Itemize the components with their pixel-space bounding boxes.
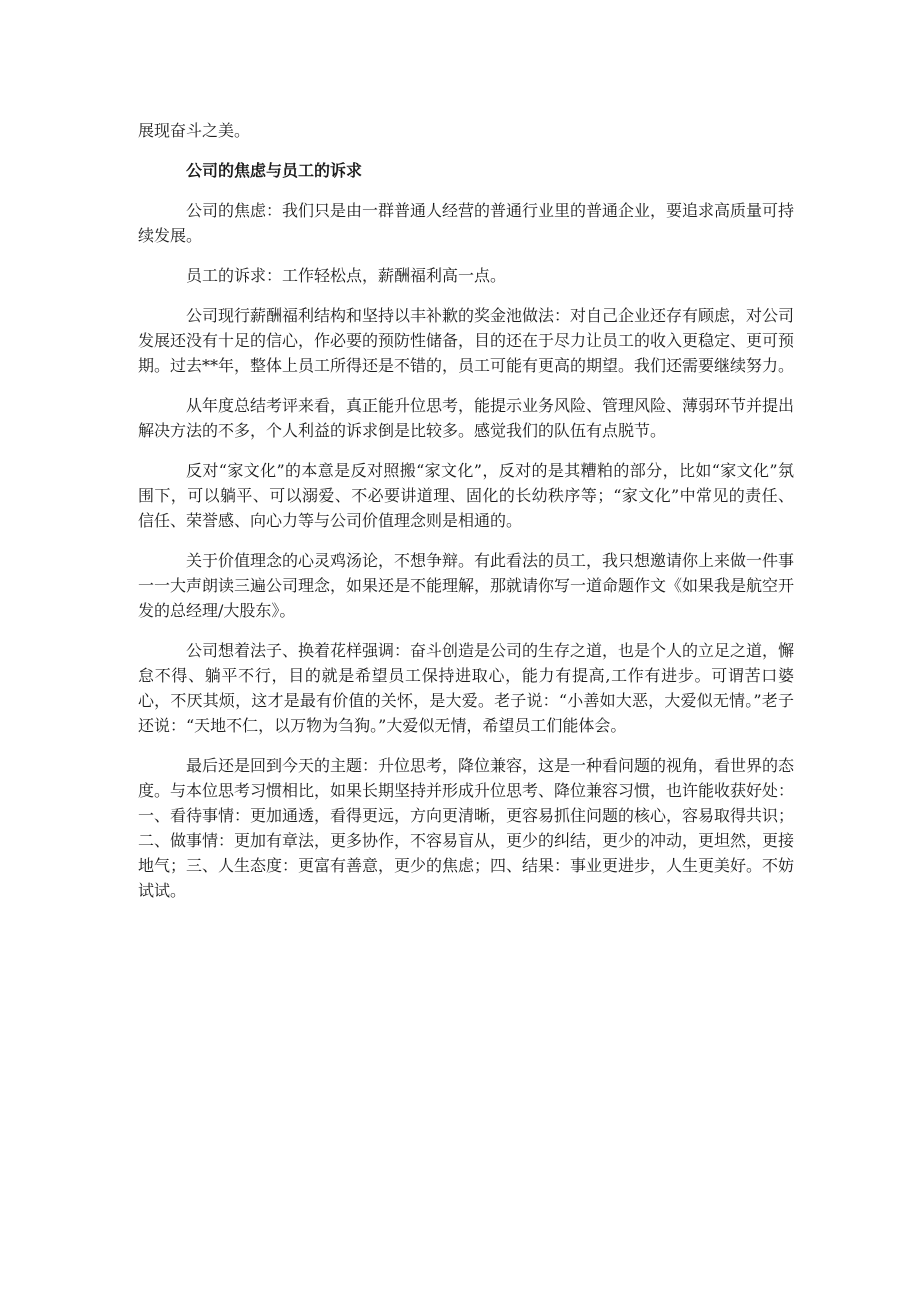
paragraph-striving: 公司想着法子、换着花样强调：奋斗创造是公司的生存之道，也是个人的立足之道，懈怠不得、躺平不行，目的就是希望员工保持进取心，能力有提高,工作有进步。可谓苦口婆心，不厌其烦，这才是最有价值的关怀，是大爱。老子说：“小善如大恶，大爱似无情。”老子还说：“天地不仁，以万物为刍狗。”大爱似无情，希望员工们能体会。	[138, 641, 795, 735]
section-heading: 公司的焦虑与员工的诉求	[186, 161, 363, 180]
paragraph-continuation: 展现奋斗之美。	[138, 121, 251, 140]
paragraph-family-culture: 反对“家文化”的本意是反对照搬“家文化”，反对的是其糟粕的部分，比如“家文化”氛围下，可以躺平、可以溺爱、不必要讲道理、固化的长幼秩序等；“家文化”中常见的责任、信任、荣誉感、向心力等与公司价值理念则是相通的。	[138, 461, 794, 530]
paragraph-company-anxiety: 公司的焦虑：我们只是由一群普通人经营的普通行业里的普通企业，要追求高质量可持续发展。	[138, 201, 795, 245]
paragraph-annual-review: 从年度总结考评来看，真正能升位思考，能提示业务风险、管理风险、薄弱环节并提出解决方法的不多，个人利益的诉求倒是比较多。感觉我们的队伍有点脱节。	[138, 396, 795, 440]
paragraph-compensation: 公司现行薪酬福利结构和坚持以丰补歉的奖金池做法：对自己企业还存有顾虑，对公司发展还没有十足的信心，作必要的预防性储备，目的还在于尽力让员工的收入更稳定、更可预期。过去**年，整体上员工所得还是不错的，员工可能有更高的期望。我们还需要继续努力。	[138, 306, 795, 375]
document-body	[138, 118, 794, 918]
paragraph-values: 关于价值理念的心灵鸡汤论，不想争辩。有此看法的员工，我只想邀请你上来做一件事一一大声朗读三遍公司理念，如果还是不能理解，那就请你写一道命题作文《如果我是航空开发的总经理/大股东》。	[138, 551, 795, 620]
paragraph-conclusion: 最后还是回到今天的主题：升位思考，降位兼容，这是一种看问题的视角，看世界的态度。与本位思考习惯相比，如果长期坚持并形成升位思考、降位兼容习惯，也许能收获好处：一、看待事情：更加通透，看得更远，方向更清晰，更容易抓住问题的核心，容易取得共识；二、做事情：更加有章法，更多协作，不容易盲从，更少的纠结，更少的冲动，更坦然，更接地气；三、人生态度：更富有善意，更少的焦虑；四、结果：事业更进步，人生更美好。不妨试试。	[138, 756, 795, 900]
paragraph-employee-demand: 员工的诉求：工作轻松点，薪酬福利高一点。	[186, 266, 507, 285]
